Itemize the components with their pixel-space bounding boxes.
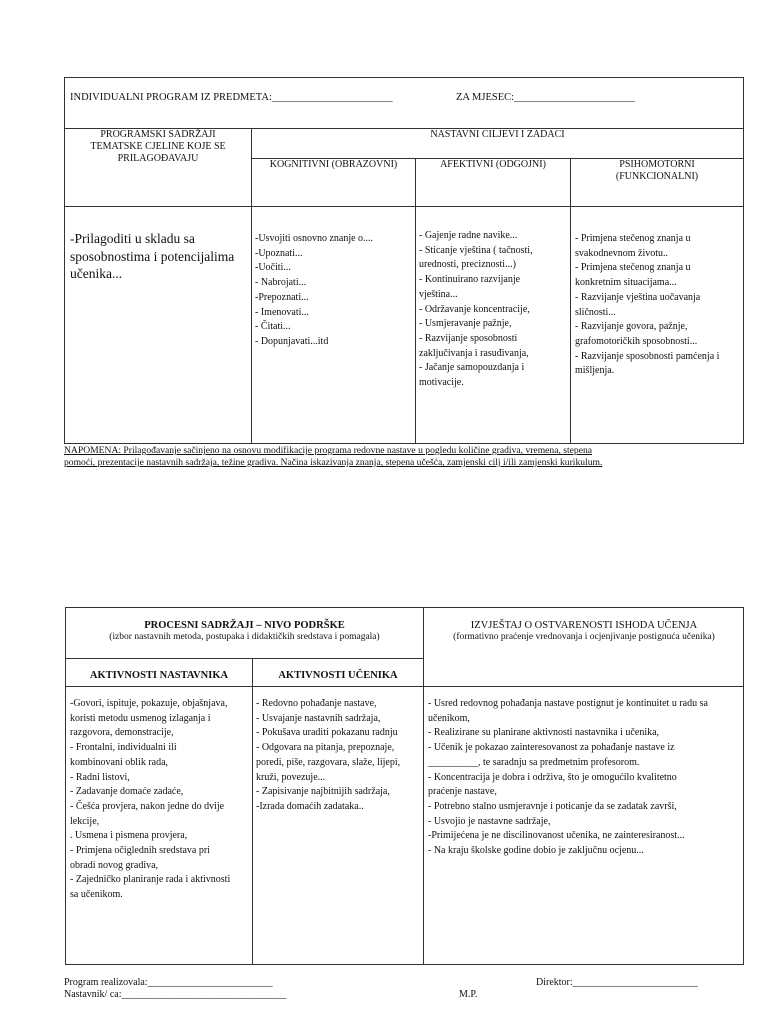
list-item: zaključivanja i rasuđivanja, bbox=[419, 347, 529, 359]
list-item: - Zadavanje domaće zadaće, bbox=[70, 786, 184, 798]
list-item: - Usvajanje nastavnih sadržaja, bbox=[256, 712, 381, 724]
list-item: - Primjena stečenog znanja u bbox=[575, 233, 691, 244]
list-item: - Na kraju školske godine dobio je zaključnu ocjenu... bbox=[428, 845, 644, 857]
list-item: -Usvojiti osnovno znanje o.... bbox=[255, 233, 374, 244]
list-item: obradi novog gradiva, bbox=[70, 859, 159, 871]
director-signature-label: Direktor:_________________________ bbox=[536, 977, 698, 988]
list-item: -Govori, ispituje, pokazuje, objašnjava, bbox=[70, 698, 228, 709]
list-item: -Prepoznati... bbox=[255, 291, 309, 303]
report-title: IZVJEŠTAJ O OSTVARENOSTI ISHODA UČENJA bbox=[470, 620, 698, 631]
list-item: vještina... bbox=[419, 288, 458, 300]
list-item: kruži, povezuje... bbox=[256, 771, 326, 783]
list-item: - Nabrojati... bbox=[255, 277, 307, 289]
list-item: konkretnim situacijama... bbox=[575, 277, 677, 289]
list-item: motivacije. bbox=[419, 377, 464, 389]
psychomotor-header-line1: PSIHOMOTORNI bbox=[619, 159, 695, 170]
report-header bbox=[424, 620, 744, 642]
divider bbox=[65, 206, 743, 207]
list-item: . Usmena i pismena provjera, bbox=[70, 830, 188, 842]
stamp-label: M.P. bbox=[459, 989, 478, 1000]
list-item: - Kontinuirano razvijanje bbox=[419, 274, 521, 286]
list-item: - Češća provjera, nakon jedne do dvije bbox=[70, 800, 225, 812]
process-title: PROCESNI SADRŽAJI – NIVO PODRŠKE bbox=[144, 620, 345, 631]
cognitive-header: KOGNITIVNI (OBRAZOVNI) bbox=[269, 159, 398, 170]
note-line-2: pomoći, prezentacije nastavnih sadržaja, težine gradiva. Načina iskazivanja znanja, stepena učešća, zamjenski cilj i/ili zamjenski kurikulum. bbox=[64, 457, 603, 468]
student-activities-list bbox=[256, 697, 421, 815]
program-subject-label: INDIVIDUALNI PROGRAM IZ PREDMETA:_______________________ bbox=[70, 92, 393, 103]
list-item: - Sticanje vještina ( tačnosti, bbox=[419, 244, 533, 256]
process-subtitle: (izbor nastavnih metoda, postupaka i didaktičkih sredstava i pomagala) bbox=[109, 632, 380, 642]
list-item: - Realizirane su planirane aktivnosti nastavnika i učenika, bbox=[428, 727, 660, 739]
divider bbox=[423, 608, 424, 964]
note-line-1: NAPOMENA: Prilagođavanje sačinjeno na osnovu modifikacije programa redovne nastave u pogledu količine gradiva, vremena, stepena bbox=[64, 445, 593, 456]
list-item: - Pokušava uraditi pokazanu radnju bbox=[256, 727, 398, 739]
list-item: - Razvijanje govora, pažnje, bbox=[575, 321, 688, 333]
affective-list bbox=[419, 229, 567, 391]
divider bbox=[66, 658, 423, 659]
list-item: - Razvijanje sposobnosti pamćenja i bbox=[575, 350, 720, 362]
psychomotor-list bbox=[575, 232, 739, 379]
list-item: - Čitati... bbox=[255, 321, 291, 333]
list-item: - Usred redovnog pohađanja nastave postignut je kontinuitet u radu sa bbox=[428, 698, 708, 709]
cognitive-list bbox=[255, 232, 413, 350]
goals-header: NASTAVNI CILJEVI I ZADACI bbox=[430, 129, 565, 140]
list-item: - Zajedničko planiranje rada i aktivnosti bbox=[70, 874, 231, 886]
list-item: svakodnevnom životu.. bbox=[575, 247, 669, 259]
list-item: - Primjena stečenog znanja u bbox=[575, 262, 691, 274]
divider bbox=[415, 158, 416, 443]
list-item: - Potrebno stalno usmjeravnje i poticanje da se zadatak završi, bbox=[428, 800, 677, 812]
list-item: mišljenja. bbox=[575, 365, 615, 377]
list-item: - Frontalni, individualni ili bbox=[70, 742, 177, 754]
adapt-text: -Prilagoditi u skladu sa sposobnostima i potencijalima učenika... bbox=[70, 231, 235, 281]
list-item: - Učenik je pokazao zainteresovanost za pohađanje nastave iz bbox=[428, 742, 675, 754]
teacher-activities-list bbox=[70, 697, 250, 903]
affective-header: AFEKTIVNI (ODGOJNI) bbox=[440, 159, 546, 170]
list-item: - Razvijanje sposobnosti bbox=[419, 332, 518, 344]
list-item: - Koncentracija je dobra i održiva, što je omogućilo kvalitetno bbox=[428, 771, 677, 783]
list-item: koristi metodu usmenog izlaganja i bbox=[70, 712, 211, 724]
list-item: -Izrada domaćih zadataka.. bbox=[256, 800, 364, 812]
list-item: lekcije, bbox=[70, 815, 100, 827]
teacher-signature-label: Nastavnik/ ca:_________________________________ bbox=[64, 989, 287, 1000]
list-item: - Razvijanje vještina uočavanja bbox=[575, 291, 701, 303]
report-list bbox=[428, 697, 740, 859]
list-item: - Imenovati... bbox=[255, 306, 309, 318]
student-activities-header: AKTIVNOSTI UČENIKA bbox=[278, 670, 398, 681]
list-item: razgovora, demonstracije, bbox=[70, 727, 174, 739]
list-item: -Upoznati... bbox=[255, 247, 303, 259]
list-item: poredi, piše, razgovara, slaže, lijepi, bbox=[256, 756, 401, 768]
program-realized-label: Program realizovala:_________________________ bbox=[64, 977, 273, 988]
psychomotor-header-line2: (FUNKCIONALNI) bbox=[615, 171, 699, 182]
list-item: učenikom, bbox=[428, 712, 470, 724]
list-item: - Primjena očiglednih sredstava pri bbox=[70, 845, 210, 857]
program-table bbox=[64, 77, 744, 444]
process-table bbox=[65, 607, 744, 965]
divider bbox=[252, 658, 253, 964]
teacher-activities-header: AKTIVNOSTI NASTAVNIKA bbox=[89, 670, 229, 681]
list-item: - Zapisivanje najbitnijih sadržaja, bbox=[256, 786, 390, 798]
report-subtitle: (formativno praćenje vrednovanja i ocjenjivanje postignuća učenika) bbox=[453, 632, 715, 642]
process-header bbox=[66, 620, 423, 642]
list-item: praćenje nastave, bbox=[428, 786, 497, 798]
list-item: grafomotoričkih sposobnosti... bbox=[575, 335, 698, 347]
month-label: ZA MJESEC:_______________________ bbox=[456, 92, 635, 103]
list-item: - Jačanje samopouzdanja i bbox=[419, 362, 525, 374]
adapted-content-header: PROGRAMSKI SADRŽAJI TEMATSKE CJELINE KOJE SE PRILAGOĐAVAJU bbox=[90, 129, 226, 164]
list-item: - Dopunjavati...itd bbox=[255, 335, 329, 347]
list-item: -Primijećena je ne discilinovanost učenika, ne zainteresiranost... bbox=[428, 830, 685, 842]
list-item: sličnosti... bbox=[575, 306, 616, 318]
divider bbox=[251, 128, 252, 443]
list-item: urednosti, preciznosti...) bbox=[419, 259, 516, 271]
list-item: -Uočiti... bbox=[255, 262, 291, 274]
list-item: kombinovani oblik rada, bbox=[70, 756, 169, 768]
list-item: - Odgovara na pitanja, prepoznaje, bbox=[256, 742, 395, 754]
psychomotor-header bbox=[571, 159, 743, 183]
divider bbox=[66, 686, 743, 687]
list-item: - Radni listovi, bbox=[70, 771, 130, 783]
list-item: __________, te saradnju sa predmetnim profesorom. bbox=[428, 756, 640, 768]
list-item: sa učenikom. bbox=[70, 889, 123, 901]
list-item: - Usmjeravanje pažnje, bbox=[419, 318, 512, 330]
divider bbox=[570, 158, 571, 443]
list-item: - Usvojio je nastavne sadržaje, bbox=[428, 815, 551, 827]
list-item: - Gajenje radne navike... bbox=[419, 230, 518, 241]
list-item: - Održavanje koncentracije, bbox=[419, 303, 530, 315]
list-item: - Redovno pohađanje nastave, bbox=[256, 698, 377, 709]
